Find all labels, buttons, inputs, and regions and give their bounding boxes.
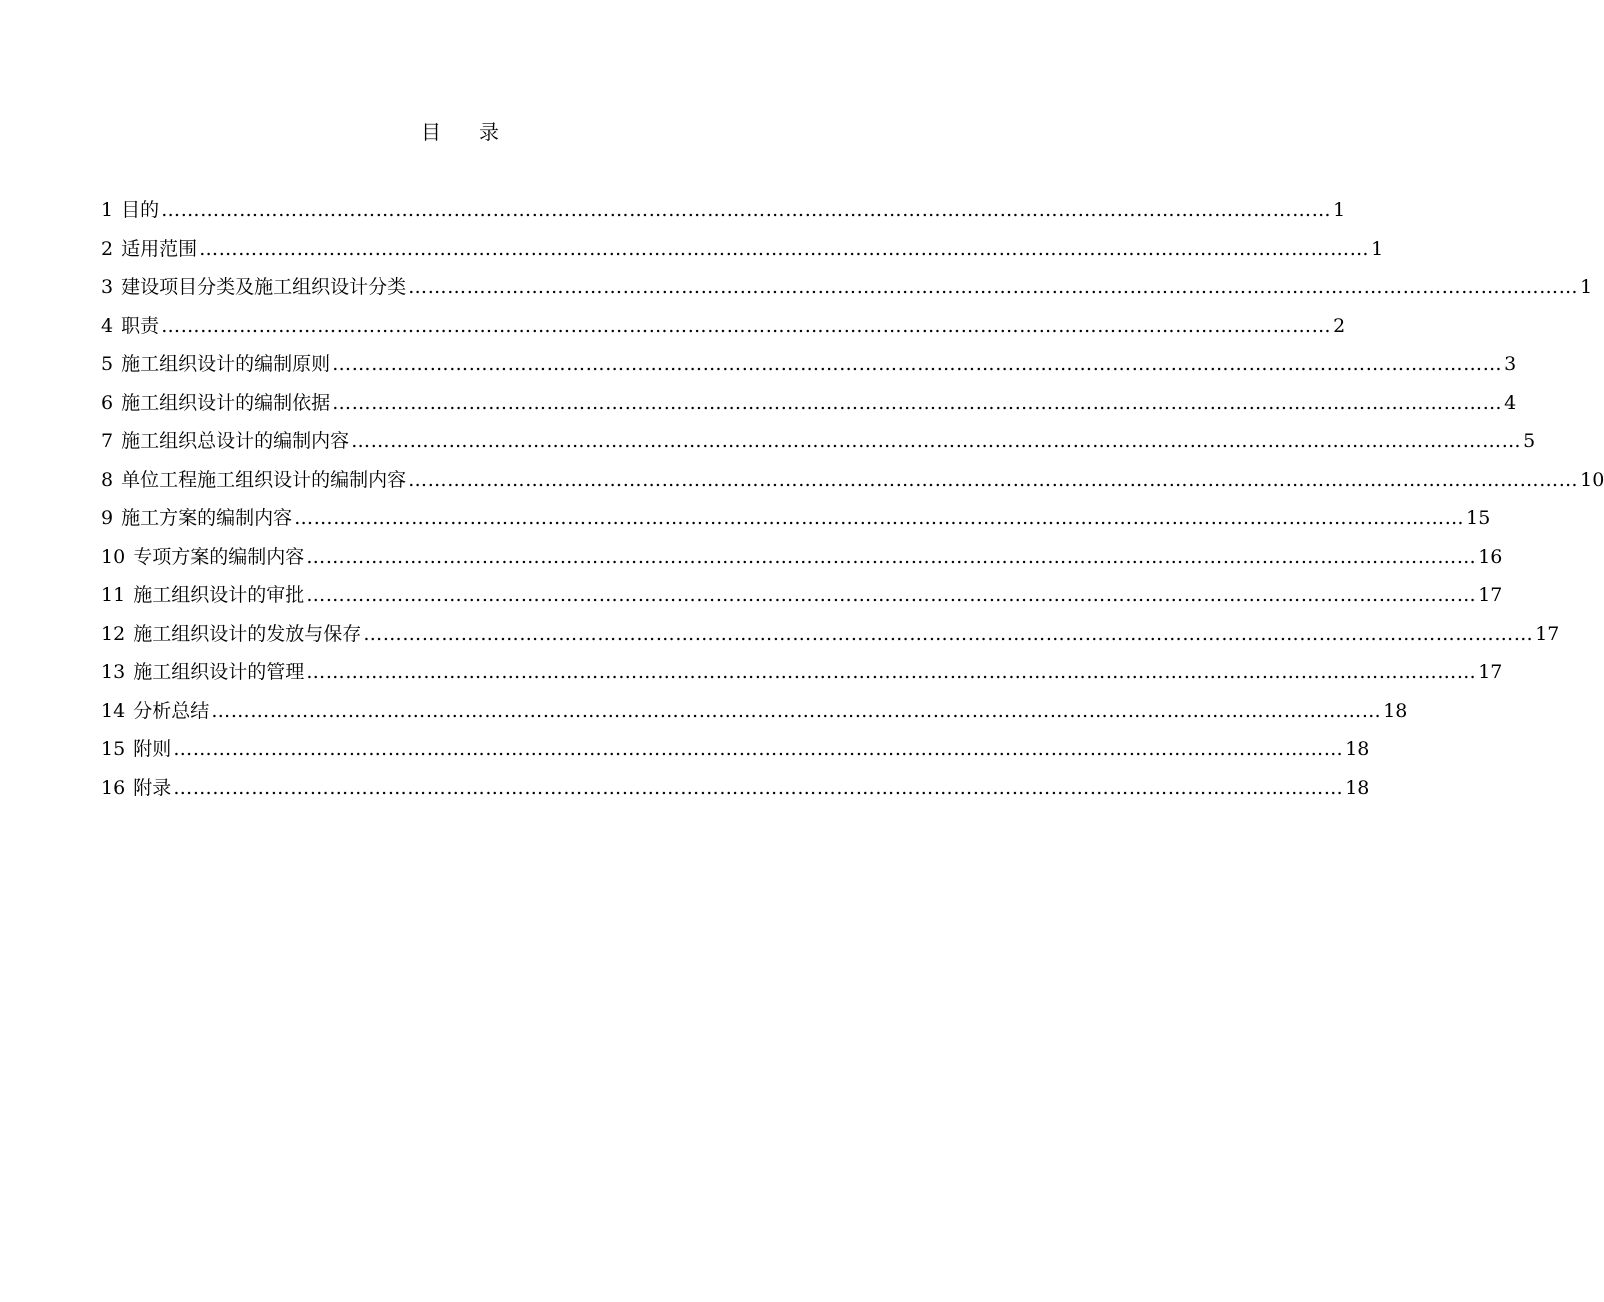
toc-entry-title: 施工组织设计的审批	[133, 584, 305, 606]
toc-entry-number: 5	[101, 353, 114, 375]
toc-entry-page: 18	[1345, 776, 1370, 799]
toc-dot-leader: ………………………………………………………………………………………………………………………………………………………………	[173, 738, 1344, 760]
toc-entry[interactable]	[101, 310, 1346, 349]
toc-dot-leader: ………………………………………………………………………………………………………………………………………………………………	[408, 468, 1579, 491]
toc-entry-title: 职责	[121, 314, 160, 337]
toc-entry-page: 15	[1466, 507, 1491, 529]
toc-entry-page: 18	[1345, 738, 1370, 760]
toc-entry-page: 18	[1383, 699, 1408, 722]
toc-entry[interactable]	[101, 695, 1408, 734]
toc-entry[interactable]	[101, 579, 1503, 618]
toc-dot-leader: ………………………………………………………………………………………………………………………………………………………………	[363, 622, 1534, 645]
toc-dot-leader: ………………………………………………………………………………………………………………………………………………………………	[211, 699, 1382, 722]
toc-entry-number: 8	[101, 468, 114, 491]
toc-entry-number: 3	[101, 276, 114, 298]
toc-entry-title: 施工方案的编制内容	[121, 507, 293, 529]
toc-entry-title: 建设项目分类及施工组织设计分类	[121, 276, 407, 298]
toc-entry-page: 4	[1504, 391, 1517, 414]
toc-dot-leader: ………………………………………………………………………………………………………………………………………………………………	[173, 776, 1344, 799]
toc-entry-page: 17	[1478, 661, 1503, 683]
toc-list	[101, 194, 1604, 810]
toc-entry-page: 1	[1371, 237, 1384, 260]
toc-entry-number: 1	[101, 199, 114, 221]
toc-entry-page: 2	[1333, 314, 1346, 337]
toc-entry-title: 单位工程施工组织设计的编制内容	[121, 468, 407, 491]
toc-entry-page: 17	[1535, 622, 1560, 645]
toc-entry-title: 施工组织设计的管理	[133, 661, 305, 683]
toc-entry-number: 14	[101, 699, 126, 722]
toc-entry-title: 施工组织总设计的编制内容	[121, 430, 350, 452]
toc-dot-leader: ………………………………………………………………………………………………………………………………………………………………	[332, 391, 1503, 414]
toc-entry[interactable]	[101, 271, 1593, 310]
toc-entry[interactable]	[101, 772, 1370, 811]
toc-entry[interactable]	[101, 464, 1604, 503]
toc-entry-page: 5	[1523, 430, 1536, 452]
toc-dot-leader: ………………………………………………………………………………………………………………………………………………………………	[306, 584, 1477, 606]
toc-dot-leader: ………………………………………………………………………………………………………………………………………………………………	[294, 507, 1465, 529]
toc-entry-number: 9	[101, 507, 114, 529]
toc-entry-title: 目的	[121, 199, 160, 221]
toc-entry-title: 专项方案的编制内容	[133, 545, 305, 568]
toc-entry-page: 1	[1580, 276, 1593, 298]
toc-entry-page: 1	[1333, 199, 1346, 221]
toc-entry[interactable]	[101, 656, 1503, 695]
toc-entry-number: 7	[101, 430, 114, 452]
toc-dot-leader: ………………………………………………………………………………………………………………………………………………………………	[351, 430, 1522, 452]
toc-entry-page: 10	[1580, 468, 1604, 491]
toc-entry[interactable]	[101, 541, 1503, 580]
toc-entry-title: 附则	[133, 738, 172, 760]
toc-title-char-2: 录	[479, 120, 499, 144]
toc-entry[interactable]	[101, 502, 1491, 541]
toc-entry-number: 15	[101, 738, 126, 760]
toc-entry[interactable]	[101, 425, 1536, 464]
toc-dot-leader: ………………………………………………………………………………………………………………………………………………………………	[306, 545, 1477, 568]
toc-dot-leader: ………………………………………………………………………………………………………………………………………………………………	[199, 237, 1370, 260]
toc-entry-number: 12	[101, 622, 126, 645]
toc-entry-page: 17	[1478, 584, 1503, 606]
toc-entry-title: 施工组织设计的编制依据	[121, 391, 331, 414]
toc-entry[interactable]	[101, 348, 1517, 387]
toc-entry-title: 施工组织设计的发放与保存	[133, 622, 362, 645]
toc-entry-number: 6	[101, 391, 114, 414]
toc-entry-number: 4	[101, 314, 114, 337]
toc-entry-number: 11	[101, 584, 126, 606]
toc-entry[interactable]	[101, 233, 1384, 272]
toc-entry-number: 16	[101, 776, 126, 799]
toc-title	[0, 116, 920, 148]
toc-entry-number: 10	[101, 545, 126, 568]
toc-dot-leader: ………………………………………………………………………………………………………………………………………………………………	[408, 276, 1579, 298]
toc-entry-number: 13	[101, 661, 126, 683]
toc-entry-title: 附录	[133, 776, 172, 799]
toc-entry-title: 施工组织设计的编制原则	[121, 353, 331, 375]
toc-dot-leader: ………………………………………………………………………………………………………………………………………………………………	[161, 199, 1332, 221]
toc-entry-title: 分析总结	[133, 699, 210, 722]
toc-entry[interactable]	[101, 618, 1560, 657]
toc-dot-leader: ………………………………………………………………………………………………………………………………………………………………	[332, 353, 1503, 375]
toc-entry-title: 适用范围	[121, 237, 198, 260]
toc-entry-number: 2	[101, 237, 114, 260]
toc-dot-leader: ………………………………………………………………………………………………………………………………………………………………	[306, 661, 1477, 683]
toc-entry[interactable]	[101, 194, 1346, 233]
toc-entry[interactable]	[101, 733, 1370, 772]
toc-title-char-1: 目	[421, 120, 441, 144]
toc-entry-page: 3	[1504, 353, 1517, 375]
toc-dot-leader: ………………………………………………………………………………………………………………………………………………………………	[161, 314, 1332, 337]
toc-entry-page: 16	[1478, 545, 1503, 568]
toc-entry[interactable]	[101, 387, 1517, 426]
